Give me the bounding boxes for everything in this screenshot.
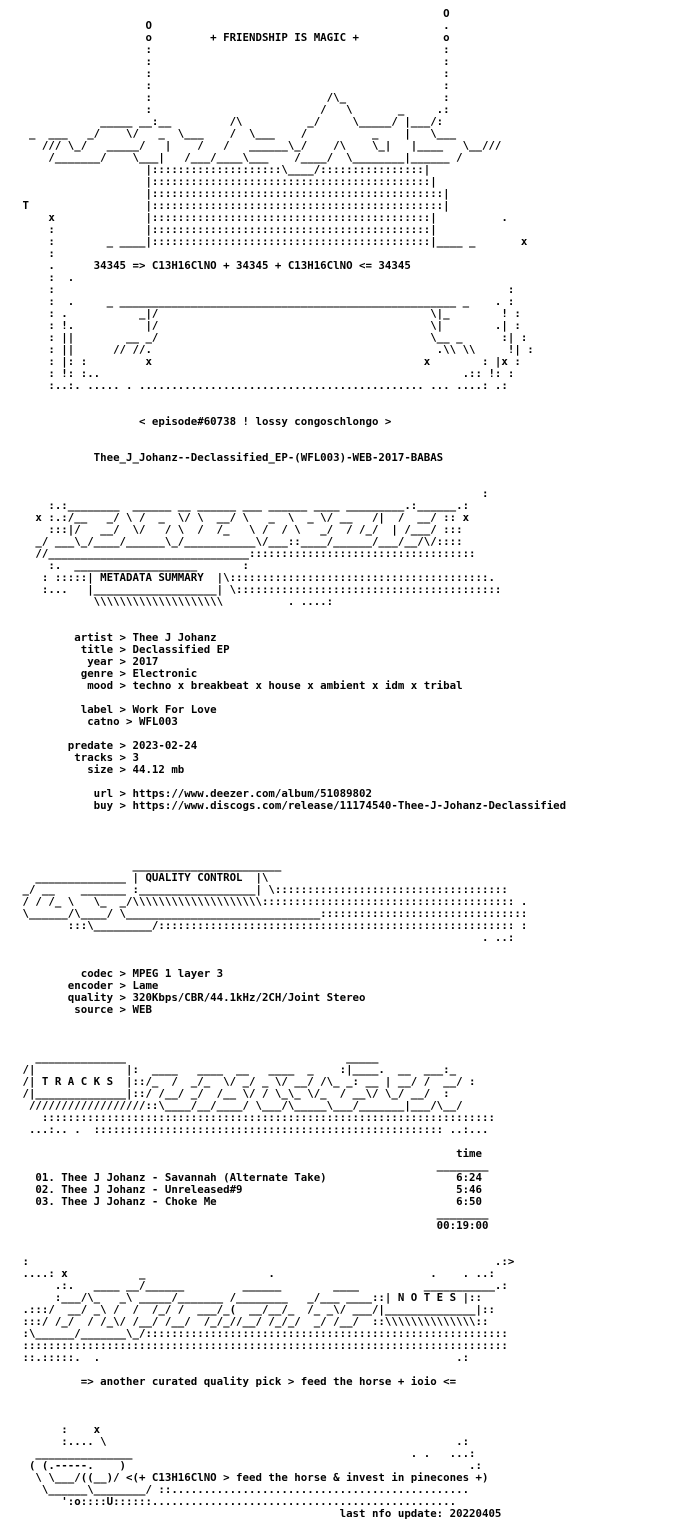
nfo-line: last nfo update: 20220405 [16,1507,502,1520]
nfo-line: : _ ____|:::::::::::::::::::::::::::::::::::::::::::|____ _ x [16,235,528,248]
nfo-line: buy > https://www.discogs.com/release/11174540-Thee-J-Johanz-Declassified [16,799,567,812]
nfo-line: _______________________ [16,859,282,872]
nfo-line: x :.:/__ _/ \ / _ \/ \ __/ \ _ \ _ \/ __ /| / __/ :: x [16,511,470,524]
nfo-line: O . [16,19,450,32]
nfo-line: :.:________ ______ __ ______ ___ ______ ____ _________.:______.: [16,499,470,512]
nfo-line: => another curated quality pick > feed the horse + ioio <= [16,1375,457,1388]
nfo-line [16,1028,566,1040]
nfo-line: :::::::::::::::::::::::::::::::::::::::::::::::::::::::::::::::::::::: [16,1111,495,1124]
nfo-line: url > https://www.deezer.com/album/51089802 [16,787,372,800]
nfo-line: : || // //. .\\ \\ !| : [16,343,534,356]
nfo-line: codec > MPEG 1 layer 3 [16,967,224,980]
nfo-line: tracks > 3 [16,751,139,764]
nfo-line: ______________ | QUALITY CONTROL |\ [16,871,269,884]
nfo-line: Thee_J_Johanz--Declassified_EP-(WFL003)-WEB-2017-BABAS [16,451,444,464]
nfo-line: 00:19:00 [16,1219,489,1232]
nfo-line: 01. Thee J Johanz - Savannah (Alternate Take) 6:24 [16,1171,482,1184]
nfo-line: catno > WFL003 [16,715,178,728]
nfo-line: :\______/_______\_/:::::::::::::::::::::::::::::::::::::::::::::::::::::::: [16,1327,508,1340]
nfo-line [16,944,566,956]
nfo-line: _____ __:__ /\ _/ \_____/ |___/: [16,115,444,128]
nfo-line: title > Declassified EP [16,643,230,656]
nfo-line: :::/ /_/ / /_\/ /__/ /__/ /_/_//__/ /_/_/ _/ /__/ ::\\\\\\\\\\\\\\:: [16,1315,489,1328]
nfo-line: _______________ . . ...: [16,1447,476,1460]
nfo-line: : || __ _/ \__ _ :| : [16,331,528,344]
nfo-line [16,824,566,836]
nfo-line: size > 44.12 mb [16,763,185,776]
nfo-line: ::::::::::::::::::::::::::::::::::::::::::::::::::::::::::::::::::::::::::: [16,1339,508,1352]
nfo-line: : . _ ____________________________________________________ _ . : [16,295,515,308]
nfo-line: : . [16,271,75,284]
nfo-line: :___/\_ _\ _____/_______ /________ _/___ ____::| N O T E S |:: [16,1291,482,1304]
nfo-line: quality > 320Kbps/CBR/44.1kHz/2CH/Joint Stereo [16,991,366,1004]
nfo-line [16,1400,566,1412]
nfo-line: \\\\\\\\\\\\\\\\\\\\ . ....: [16,595,334,608]
nfo-line: : : [16,79,450,92]
nfo-line: \ \___/((__)/ <(+ C13H16ClNO > feed the horse & invest in pinecones +) [16,1471,489,1484]
nfo-line: : x [16,1423,101,1436]
nfo-line: /| |: ____ ____ __ ____ _ :|____. __ ___:_ [16,1063,457,1076]
nfo-line: ______________ _____ [16,1051,379,1064]
nfo-line: x |:::::::::::::::::::::::::::::::::::::::::::| . [16,211,508,224]
nfo-line: . 34345 => C13H16ClNO + 34345 + C13H16ClNO <= 34345 [16,259,411,272]
nfo-line [16,812,566,824]
nfo-line: : !. |/ \| .| : [16,319,521,332]
nfo-line: : [16,247,55,260]
nfo-line: ':o::::U::::::............................................... [16,1495,457,1508]
nfo-line: ( (.-----. ) .: [16,1459,482,1472]
nfo-line: 02. Thee J Johanz - Unreleased#9 5:46 [16,1183,482,1196]
nfo-line: source > WEB [16,1003,152,1016]
nfo-line: time [16,1147,482,1160]
nfo-line [16,836,566,848]
nfo-line: genre > Electronic [16,667,198,680]
nfo-line: .:::/ __/ _\ / / /_/ / ___/_( __/__/_ /_ _\/ ___/|______________|:: [16,1303,495,1316]
nfo-line: ...:.. . :::::::::::::::::::::::::::::::::::::::::::::::::::::: ..:... [16,1123,489,1136]
nfo-line: / / /_ \ \_ _/\\\\\\\\\\\\\\\\\\\\::::::::::::::::::::::::::::::::::::::: . [16,895,528,908]
nfo-line: :::\_________/::::::::::::::::::::::::::::::::::::::::::::::::::::::: : [16,919,528,932]
nfo-line: /|______________|::/ /__/ _/ /__ \/ / \_\_ \/_ / __\/ \_/ __/ : [16,1087,450,1100]
nfo-line: \______\________/ ::.............................................. [16,1483,470,1496]
nfo-line: |::::::::::::::::::::\____/::::::::::::::::| [16,163,431,176]
nfo-line: .:. ____ __/______ ______ ____ ___________.: [16,1279,508,1292]
nfo-line: /// \_/ _____/ | / / ______\_/ /\ \_| |____ \__/// [16,139,502,152]
nfo-line: year > 2017 [16,655,159,668]
nfo-line: O [16,7,450,20]
nfo-line: //_______________________________::::::::::::::::::::::::::::::::::: [16,547,476,560]
nfo-line [16,608,566,620]
nfo-line: : : [16,283,515,296]
nfo-line: :..:. ..... . ............................................ ... ....: .: [16,379,508,392]
nfo-line: :. ___________________ : [16,559,249,572]
nfo-line: :... |___________________| \::::::::::::::::::::::::::::::::::::::::: [16,583,502,596]
nfo-line: : |:::::::::::::::::::::::::::::::::::::::::::| [16,223,437,236]
nfo-line: //////////////////::\____/__/____/ \___/\_____\___/_______|___/\__/ [16,1099,463,1112]
nfo-line: artist > Thee J Johanz [16,631,217,644]
nfo-line: : : [16,43,450,56]
nfo-line [16,1016,566,1028]
nfo-line: o + FRIENDSHIP IS MAGIC + o [16,31,450,44]
nfo-line: predate > 2023-02-24 [16,739,198,752]
nfo-line: : :::::| METADATA SUMMARY |\::::::::::::::::::::::::::::::::::::::::. [16,571,495,584]
nfo-line: : !: :.. .:: !: : [16,367,515,380]
nfo-line: _/ ___\_/____/______\_/___________\/___::____/______/___/__/\/:::: [16,535,463,548]
nfo-line: \______/\____/ \______________________________:::::::::::::::::::::::::::::::: [16,907,528,920]
nfo-line: : . _|/ \|_ ! : [16,307,521,320]
nfo-line: |:::::::::::::::::::::::::::::::::::::::::::| [16,175,437,188]
nfo-line: /| T R A C K S |::/_ / _/_ \/ _/ _ \/ __/ /\_ _: __ | __/ / __/ : [16,1075,476,1088]
nfo-line: ________ [16,1159,489,1172]
nfo-line: : [16,487,489,500]
nfo-line: label > Work For Love [16,703,217,716]
nfo-line: |:::::::::::::::::::::::::::::::::::::::::::::| [16,187,450,200]
nfo-line: encoder > Lame [16,979,159,992]
nfo-line: : /\_ : [16,91,450,104]
nfo-line: : |: : x x : |x : [16,355,521,368]
nfo-line: _/ __ _______ :__________________| \:::::::::::::::::::::::::::::::::::: [16,883,508,896]
nfo-line: ::.:::::. . .: [16,1351,470,1364]
nfo-line: T |:::::::::::::::::::::::::::::::::::::::::::::| [16,199,450,212]
nfo-line: : / \ _ .: [16,103,450,116]
nfo-line: : : [16,55,450,68]
nfo-line: mood > techno x breakbeat x house x ambient x idm x tribal [16,679,463,692]
nfo-line: : .:> [16,1255,515,1268]
nfo-line [16,428,566,440]
nfo-line: 03. Thee J Johanz - Choke Me 6:50 [16,1195,482,1208]
nfo-line [16,1232,566,1244]
nfo-line: :.... \ .: [16,1435,470,1448]
nfo-line [16,392,566,404]
nfo-line: : : [16,67,450,80]
nfo-line [16,464,566,476]
nfo-line: ....: x _ . . . ..: [16,1267,495,1280]
nfo-document [16,8,566,1520]
nfo-line: . ..: [16,931,515,944]
nfo-line: ________ [16,1207,489,1220]
nfo-line [16,1388,566,1400]
nfo-line: < episode#60738 ! lossy congoschlongo > [16,415,392,428]
nfo-line: /_______/ \___| /___/____\___ /____/ \________|______ / [16,151,463,164]
nfo-line: :::|/ __/ \/ / \ / /_ \ / / \ _/ / /_/ | /___/ ::: [16,523,463,536]
nfo-line: _ ___ _/ \/ _ \___ / \___ / _ | \___ [16,127,457,140]
